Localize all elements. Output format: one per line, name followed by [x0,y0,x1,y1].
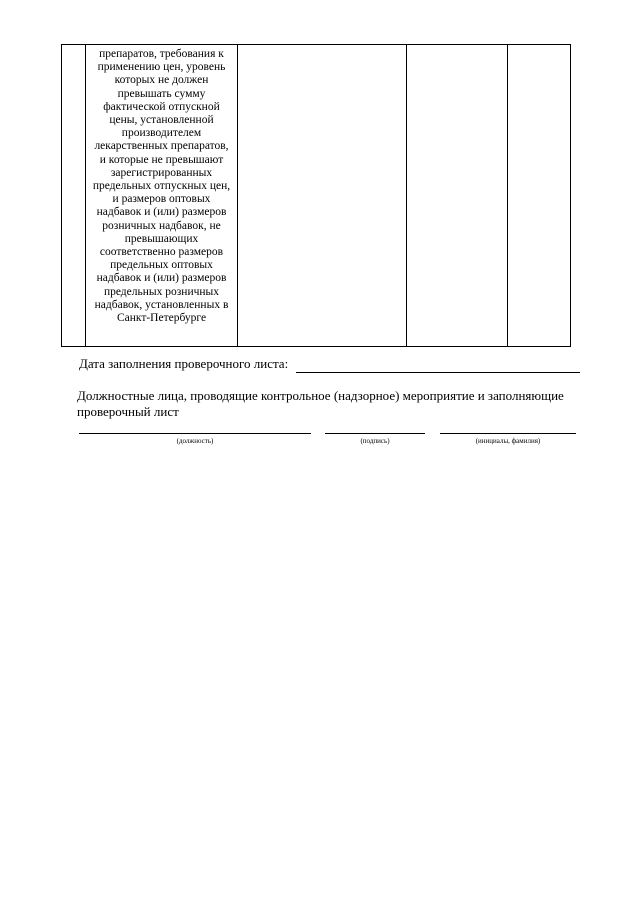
officials-label: Должностные лица, проводящие контрольное (надзорное) мероприятие и заполняющие проверочный лист [77,388,564,419]
number-cell [62,45,86,347]
date-field-line [296,372,580,373]
requirement-cell [86,45,238,347]
requirement-text: препаратов, требования к применению цен, уровень которых не должен превышать сумму фактической отпускной цены, установленной производителем лекарственных препаратов, и которые не превышают зарегистрированных предельных отпускных цен, и размеров оптовых надбавок и (или) размеров розничных надбавок, не превышающих соответственно размеров предельных оптовых надбавок и (или) размеров предельных розничных надбавок, установленных в Санкт-Петербурге [92,48,231,325]
date-label: Дата заполнения проверочного листа: [79,356,289,371]
position-line [79,433,311,434]
name-line [440,433,576,434]
answer-cell [407,45,508,347]
notes-cell [508,45,571,347]
position-caption: (должность) [176,437,214,445]
checklist-table [61,44,571,347]
table-row [62,45,571,347]
details-cell [238,45,407,347]
name-caption: (инициалы, фамилия) [475,437,541,445]
signature-caption: (подпись) [360,437,390,445]
signature-line [325,433,425,434]
